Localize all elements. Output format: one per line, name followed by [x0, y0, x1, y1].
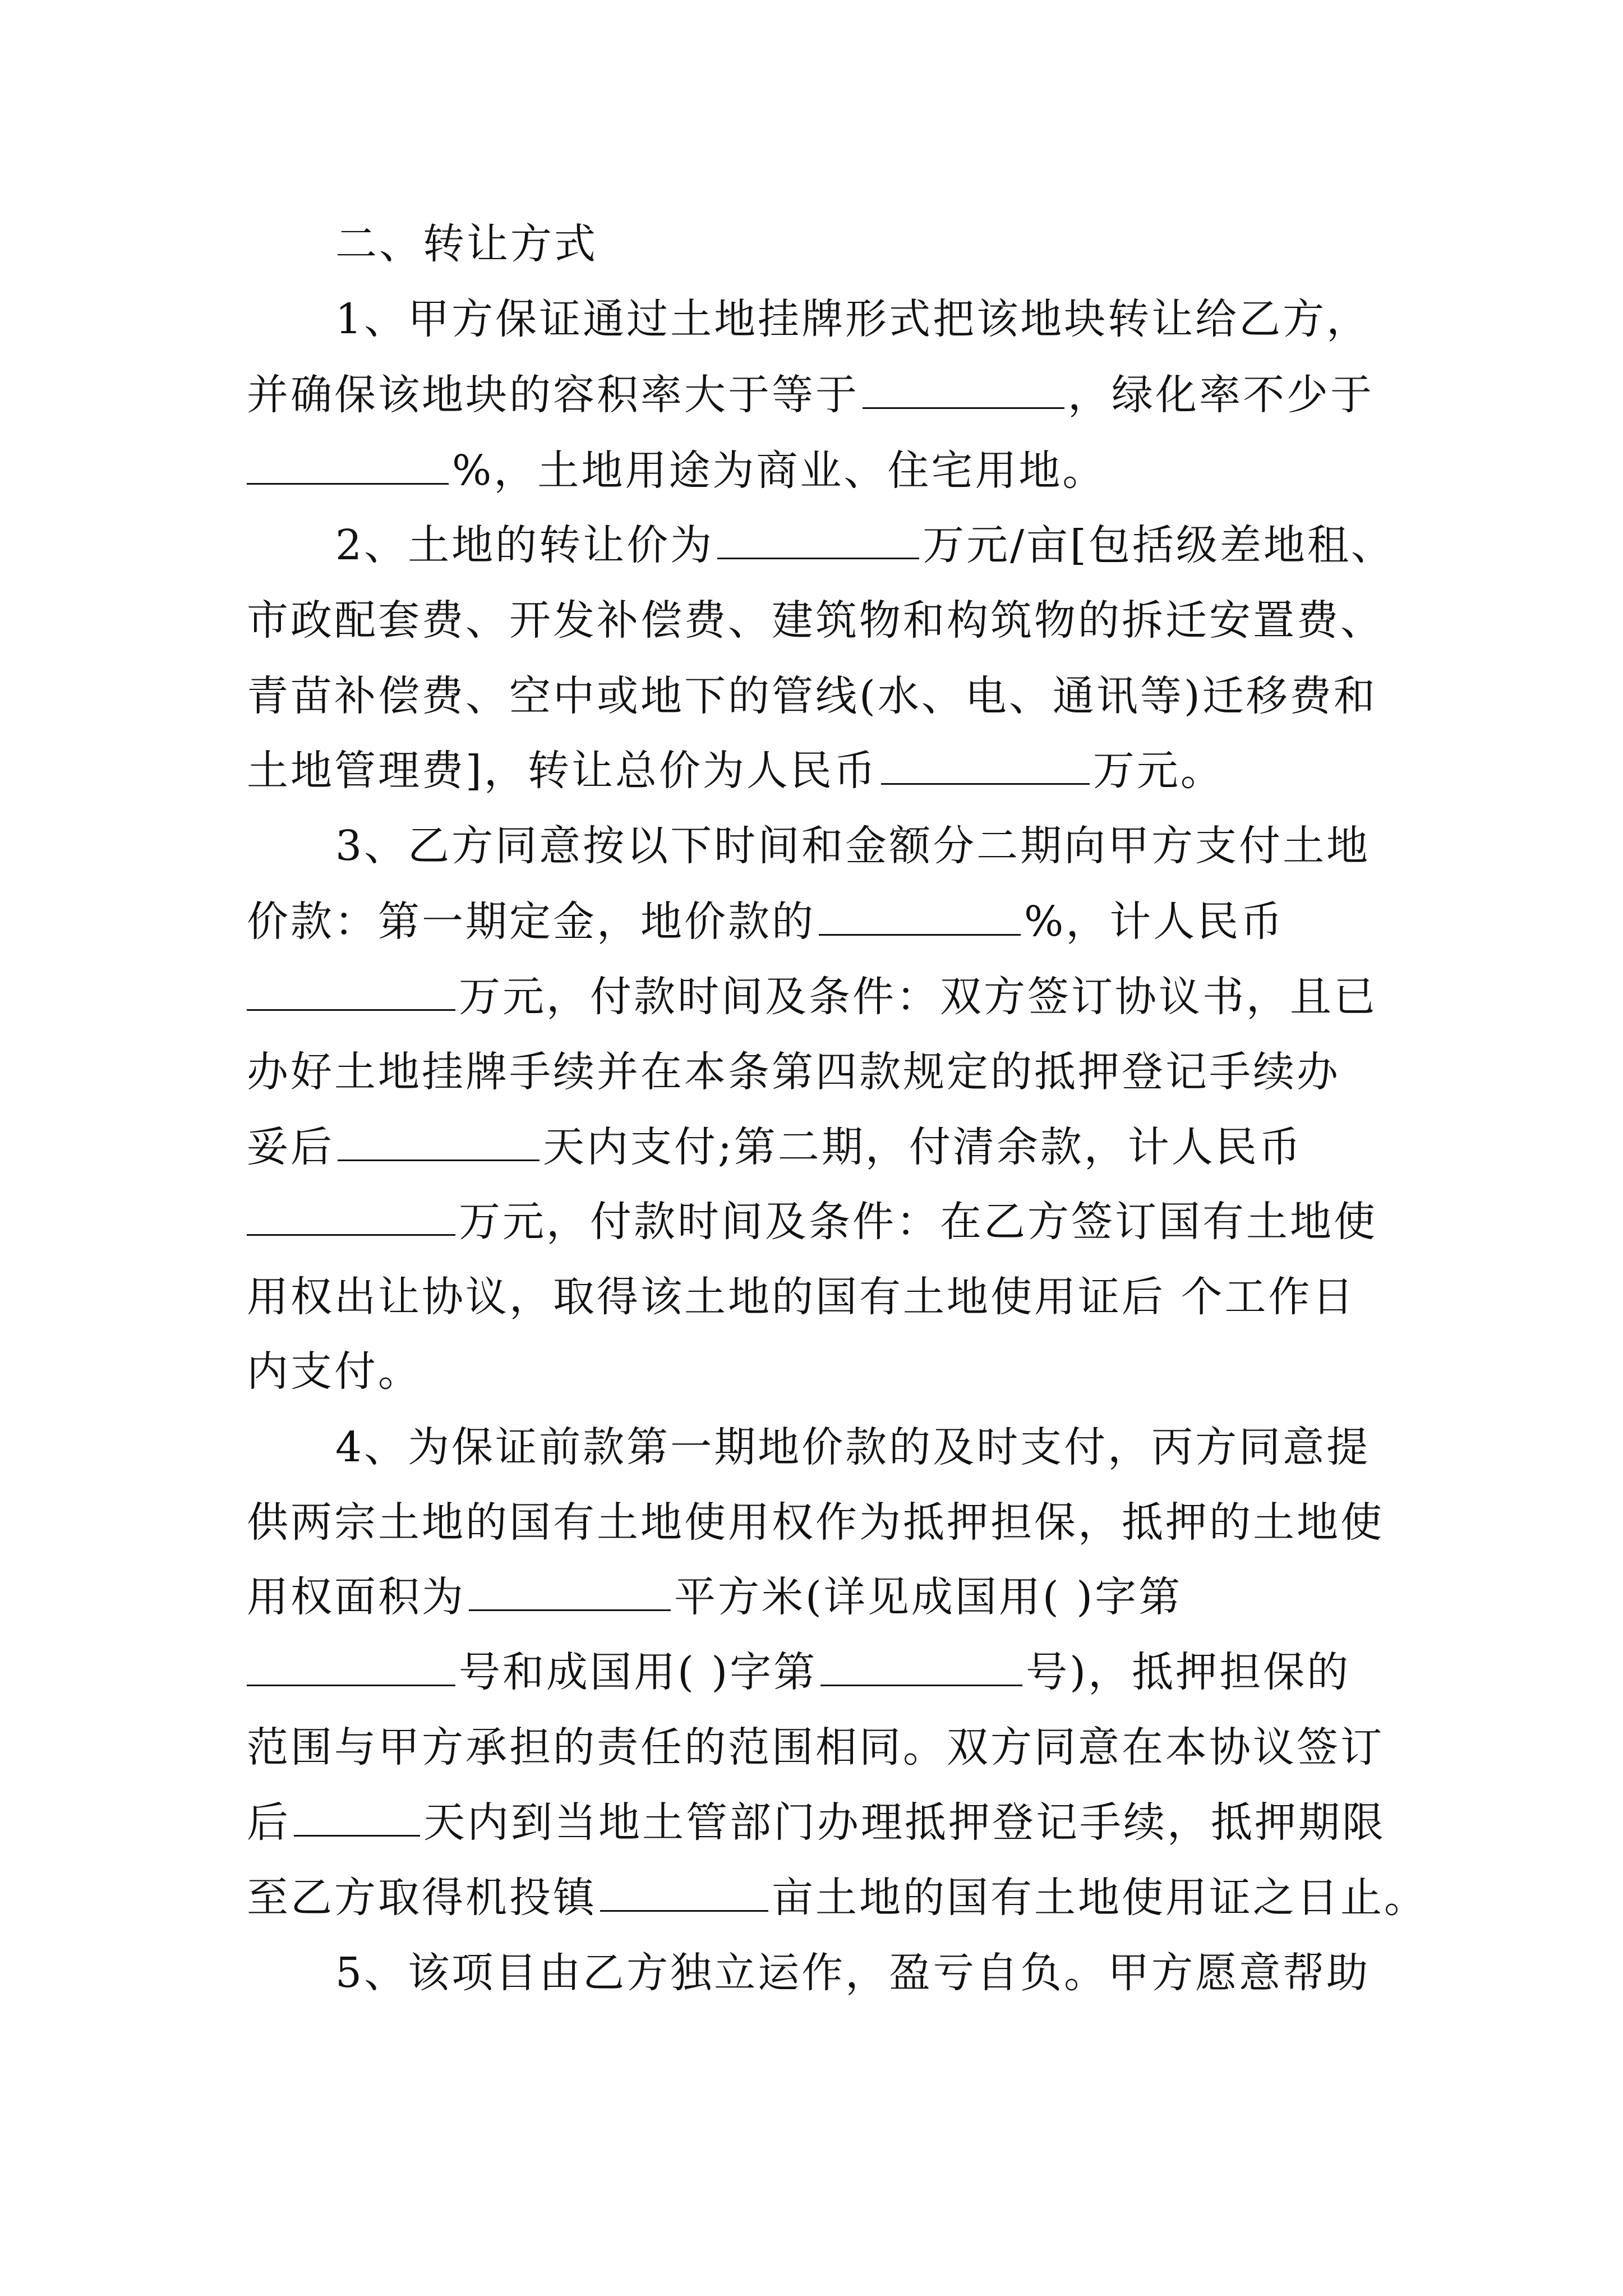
fill-in-blank: [247, 1199, 455, 1236]
paragraph-2-line-2: [247, 592, 1385, 648]
fill-in-blank: [247, 974, 455, 1011]
paragraph-2-line-1: [335, 517, 1395, 573]
paragraph-3-line-1: [335, 818, 1385, 874]
paragraph-text: 万元。: [1092, 747, 1224, 795]
paragraph-text: 价款：第一期定金，地价款的: [247, 898, 815, 946]
paragraph-text: 至乙方取得机投镇: [247, 1874, 597, 1922]
paragraph-text: 5、该项目由乙方独立运作，盈亏自负。甲方愿意帮助: [335, 1949, 1371, 1997]
fill-in-blank: [717, 523, 919, 559]
paragraph-4-line-4: [247, 1644, 1385, 1700]
paragraph-4-line-3: [247, 1569, 1385, 1625]
paragraph-text: 号)，抵押担保的: [1026, 1648, 1351, 1696]
paragraph-4-line-2: [247, 1494, 1385, 1550]
paragraph-text: 1、甲方保证通过土地挂牌形式把该地块转让给乙方，: [335, 295, 1371, 343]
paragraph-2-line-4: [247, 743, 1385, 799]
paragraph-text: 青苗补偿费、空中或地下的管线(水、电、通讯等)迁移费和: [247, 672, 1377, 720]
paragraph-text: 亩土地的国有土地使用证之日止。: [772, 1874, 1428, 1922]
paragraph-text: 3、乙方同意按以下时间和金额分二期向甲方支付土地: [335, 822, 1371, 870]
paragraph-text: 2、土地的转让价为: [335, 521, 714, 569]
paragraph-text: 妥后: [247, 1123, 334, 1171]
paragraph-text: %，计人民币: [1024, 898, 1285, 946]
paragraph-text: ，绿化率不少于: [1068, 371, 1374, 419]
fill-in-blank: [247, 448, 449, 485]
paragraph-text: %，土地用途为商业、住宅用地。: [452, 447, 1106, 495]
fill-in-blank: [294, 1800, 420, 1837]
paragraph-text: 平方米(详见成国用( )字第: [674, 1573, 1183, 1621]
paragraph-text: 供两宗土地的国有土地使用权作为抵押担保，抵押的土地使: [247, 1498, 1384, 1547]
paragraph-text: 用权出让协议，取得该土地的国有土地使用证后 个工作日: [247, 1273, 1356, 1321]
paragraph-text: 办好土地挂牌手续并在本条第四款规定的抵押登记手续办: [247, 1048, 1340, 1096]
paragraph-text: 用权面积为: [247, 1573, 465, 1621]
paragraph-4-line-7: [247, 1870, 1428, 1926]
paragraph-3-line-4: [247, 1044, 1385, 1100]
paragraph-text: 范围与甲方承担的责任的范围相同。双方同意在本协议签订: [247, 1723, 1384, 1772]
paragraph-3-line-7: [247, 1269, 1385, 1325]
section-heading-text: 二、转让方式: [335, 220, 598, 268]
paragraph-text: 并确保该地块的容积率大于等于: [247, 371, 859, 419]
paragraph-5-line-1: [335, 1945, 1385, 2001]
paragraph-text: 天内到当地土管部门办理抵押登记手续，抵押期限: [423, 1798, 1386, 1847]
paragraph-2-line-3: [247, 668, 1385, 724]
paragraph-text: 内支付。: [247, 1347, 422, 1396]
paragraph-3-line-6: [247, 1194, 1385, 1250]
paragraph-3-line-5: [247, 1119, 1385, 1175]
paragraph-text: 万元，付款时间及条件：在乙方签订国有土地使: [459, 1198, 1377, 1246]
paragraph-3-line-8: [247, 1343, 1385, 1400]
paragraph-text: 天内支付;第二期，付清余款，计人民币: [543, 1123, 1303, 1171]
paragraph-1-line-2: [247, 367, 1385, 423]
paragraph-text: 万元，付款时间及条件：双方签订协议书，且已: [459, 973, 1377, 1021]
paragraph-text: 4、为保证前款第一期地价款的及时支付，丙方同意提: [335, 1423, 1371, 1471]
paragraph-3-line-2: [247, 894, 1385, 950]
section-heading: [335, 216, 1385, 272]
paragraph-3-line-3: [247, 969, 1385, 1025]
paragraph-4-line-1: [335, 1419, 1385, 1475]
paragraph-text: 号和成国用( )字第: [459, 1648, 818, 1696]
fill-in-blank: [881, 748, 1090, 785]
fill-in-blank: [600, 1875, 768, 1912]
paragraph-text: 万元/亩[包括级差地租、: [923, 521, 1395, 569]
paragraph-4-line-6: [247, 1795, 1385, 1851]
fill-in-blank: [338, 1125, 540, 1161]
paragraph-1-line-1: [335, 291, 1385, 347]
fill-in-blank: [820, 1650, 1022, 1686]
paragraph-1-line-3: [247, 443, 1385, 499]
paragraph-text: 市政配套费、开发补偿费、建筑物和构筑物的拆迁安置费、: [247, 596, 1384, 645]
fill-in-blank: [863, 372, 1064, 409]
fill-in-blank: [469, 1575, 671, 1611]
fill-in-blank: [247, 1650, 455, 1686]
paragraph-text: 后: [247, 1798, 291, 1847]
paragraph-text: 土地管理费]，转让总价为人民币: [247, 747, 878, 795]
fill-in-blank: [819, 899, 1021, 936]
paragraph-4-line-5: [247, 1719, 1385, 1775]
